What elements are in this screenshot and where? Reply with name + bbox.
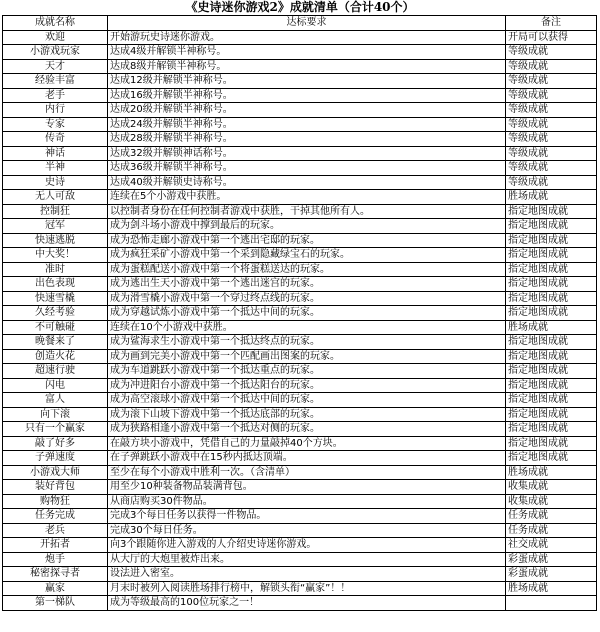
table-row: [3, 45, 597, 60]
table-row: [3, 436, 597, 451]
table-row: [3, 277, 597, 292]
achievement-name: 久经考验: [3, 306, 108, 321]
table-row: [3, 581, 597, 596]
achievement-requirement: 达成40级并解锁史诗称号。: [108, 175, 506, 190]
table-row: [3, 175, 597, 190]
achievement-name: 炮手: [3, 552, 108, 567]
achievement-requirement: 开始游玩史诗迷你游戏。: [108, 30, 506, 45]
achievement-name: 中大奖！: [3, 248, 108, 263]
achievement-name: 敲了好多: [3, 436, 108, 451]
achievement-name: 传奇: [3, 132, 108, 147]
achievement-name: 晚餐来了: [3, 335, 108, 350]
achievement-requirement: 成为等级最高的100位玩家之一！: [108, 596, 506, 611]
table-row: [3, 233, 597, 248]
achievement-note: 等级成就: [506, 117, 597, 132]
table-row: [3, 538, 597, 553]
achievement-name: 创造火花: [3, 349, 108, 364]
achievement-note: 收集成就: [506, 494, 597, 509]
achievement-name: 半神: [3, 161, 108, 176]
achievement-note: 指定地图成就: [506, 436, 597, 451]
achievement-requirement: 成为逃出生天小游戏中第一个逃出迷宫的玩家。: [108, 277, 506, 292]
table-row: [3, 204, 597, 219]
achievement-requirement: 以控制者身份在任何控制者游戏中获胜，干掉其他所有人。: [108, 204, 506, 219]
achievement-requirement: 成为剑斗场小游戏中撑到最后的玩家。: [108, 219, 506, 234]
table-row: [3, 30, 597, 45]
achievement-note: 指定地图成就: [506, 378, 597, 393]
achievement-note: 指定地图成就: [506, 335, 597, 350]
achievement-name: 控制狂: [3, 204, 108, 219]
achievement-note: 等级成就: [506, 45, 597, 60]
achievement-note: 等级成就: [506, 59, 597, 74]
header-note: 备注: [506, 16, 597, 31]
achievement-note: 指定地图成就: [506, 219, 597, 234]
achievement-name: 准时: [3, 262, 108, 277]
table-row: [3, 552, 597, 567]
achievement-requirement: 成为高空滚球小游戏中第一个抵达中间的玩家。: [108, 393, 506, 408]
header-name: 成就名称: [3, 16, 108, 31]
table-row: [3, 335, 597, 350]
achievement-requirement: 完成3个每日任务以获得一件物品。: [108, 509, 506, 524]
achievement-requirement: 设法进入密室。: [108, 567, 506, 582]
achievement-note: 胜场成就: [506, 320, 597, 335]
achievement-note: 胜场成就: [506, 581, 597, 596]
achievement-name: 快速雪橇: [3, 291, 108, 306]
achievement-requirement: 连续在5个小游戏中获胜。: [108, 190, 506, 205]
achievement-requirement: 向3个跟随你进入游戏的人介绍史诗迷你游戏。: [108, 538, 506, 553]
achievement-note: 指定地图成就: [506, 291, 597, 306]
achievement-note: 指定地图成就: [506, 204, 597, 219]
table-row: [3, 509, 597, 524]
page-title: 《史诗迷你游戏2》成就清单（合计40个）: [185, 0, 415, 14]
achievement-note: 指定地图成就: [506, 248, 597, 263]
achievement-name: 装好背包: [3, 480, 108, 495]
achievement-note: 等级成就: [506, 88, 597, 103]
achievement-requirement: 达成12级并解锁半神称号。: [108, 74, 506, 89]
achievement-requirement: 成为狭路相逢小游戏中第一个抵达对侧的玩家。: [108, 422, 506, 437]
achievement-requirement: 达成4级并解锁半神称号。: [108, 45, 506, 60]
achievement-name: 只有一个赢家: [3, 422, 108, 437]
achievement-name: 赢家: [3, 581, 108, 596]
achievement-requirement: 达成32级并解锁神话称号。: [108, 146, 506, 161]
achievement-requirement: 从大厅的大炮里被炸出来。: [108, 552, 506, 567]
table-row: [3, 523, 597, 538]
table-row: [3, 103, 597, 118]
achievement-requirement: 达成20级并解锁半神称号。: [108, 103, 506, 118]
achievement-name: 第一梯队: [3, 596, 108, 611]
table-row: [3, 219, 597, 234]
table-row: [3, 117, 597, 132]
achievement-note: 指定地图成就: [506, 277, 597, 292]
achievement-name: 老兵: [3, 523, 108, 538]
table-row: [3, 451, 597, 466]
achievement-note: 指定地图成就: [506, 306, 597, 321]
achievement-note: 等级成就: [506, 74, 597, 89]
achievement-name: 老手: [3, 88, 108, 103]
achievement-note: 等级成就: [506, 132, 597, 147]
achievement-requirement: 达成16级并解锁半神称号。: [108, 88, 506, 103]
table-row: [3, 393, 597, 408]
achievement-requirement: 完成30个每日任务。: [108, 523, 506, 538]
table-row: [3, 596, 597, 611]
table-header-row: [3, 16, 597, 31]
achievement-name: 小游戏大师: [3, 465, 108, 480]
achievement-note: [506, 596, 597, 611]
achievement-requirement: 至少在每个小游戏中胜利一次。（含清单）: [108, 465, 506, 480]
achievement-note: 指定地图成就: [506, 451, 597, 466]
achievement-requirement: 用至少10种装备物品装满背包。: [108, 480, 506, 495]
achievement-requirement: 连续在10个小游戏中获胜。: [108, 320, 506, 335]
table-row: [3, 161, 597, 176]
achievement-name: 闪电: [3, 378, 108, 393]
achievement-name: 天才: [3, 59, 108, 74]
achievement-requirement: 成为滚下山坡下游戏中第一个抵达底部的玩家。: [108, 407, 506, 422]
achievement-requirement: 成为恐怖走廊小游戏中第一个逃出宅邸的玩家。: [108, 233, 506, 248]
achievement-name: 秘密探寻者: [3, 567, 108, 582]
achievement-note: 指定地图成就: [506, 349, 597, 364]
table-row: [3, 378, 597, 393]
achievement-name: 专家: [3, 117, 108, 132]
achievement-requirement: 达成24级并解锁半神称号。: [108, 117, 506, 132]
achievement-note: 任务成就: [506, 509, 597, 524]
table-row: [3, 480, 597, 495]
achievement-note: 任务成就: [506, 523, 597, 538]
achievement-note: 开局可以获得: [506, 30, 597, 45]
achievement-name: 冠军: [3, 219, 108, 234]
table-row: [3, 306, 597, 321]
table-row: [3, 320, 597, 335]
achievement-requirement: 成为车道跳跃小游戏中第一个抵达重点的玩家。: [108, 364, 506, 379]
achievement-note: 胜场成就: [506, 465, 597, 480]
table-row: [3, 262, 597, 277]
achievement-name: 无人可敌: [3, 190, 108, 205]
table-row: [3, 132, 597, 147]
achievement-name: 小游戏玩家: [3, 45, 108, 60]
achievement-name: 开拓者: [3, 538, 108, 553]
achievement-name: 内行: [3, 103, 108, 118]
achievement-note: 胜场成就: [506, 190, 597, 205]
achievement-requirement: 成为穿越试炼小游戏中第一个抵达中间的玩家。: [108, 306, 506, 321]
achievement-name: 神话: [3, 146, 108, 161]
header-requirement: 达标要求: [108, 16, 506, 31]
achievement-name: 经验丰富: [3, 74, 108, 89]
achievement-name: 史诗: [3, 175, 108, 190]
achievement-note: 指定地图成就: [506, 407, 597, 422]
achievement-note: 彩蛋成就: [506, 552, 597, 567]
achievement-note: 收集成就: [506, 480, 597, 495]
table-row: [3, 146, 597, 161]
achievement-name: 向下滚: [3, 407, 108, 422]
table-row: [3, 567, 597, 582]
achievement-note: 指定地图成就: [506, 393, 597, 408]
table-row: [3, 74, 597, 89]
achievement-requirement: 在子弹跳跃小游戏中在15秒内抵达顶端。: [108, 451, 506, 466]
table-row: [3, 349, 597, 364]
achievement-note: 社交成就: [506, 538, 597, 553]
achievement-requirement: 成为冲进阳台小游戏中第一个抵达阳台的玩家。: [108, 378, 506, 393]
achievement-note: 等级成就: [506, 161, 597, 176]
achievement-requirement: 成为疯狂采矿小游戏中第一个采到隐藏绿宝石的玩家。: [108, 248, 506, 263]
achievement-note: 等级成就: [506, 175, 597, 190]
achievement-requirement: 成为鲨海求生小游戏中第一个抵达终点的玩家。: [108, 335, 506, 350]
achievement-name: 购物狂: [3, 494, 108, 509]
achievement-name: 富人: [3, 393, 108, 408]
achievement-requirement: 月末时被列入阅读胜场排行榜中，解锁头衔“赢家”！！: [108, 581, 506, 596]
achievement-requirement: 成为蛋糕配送小游戏中第一个将蛋糕送达的玩家。: [108, 262, 506, 277]
achievement-requirement: 从商店购买30件物品。: [108, 494, 506, 509]
achievement-note: 指定地图成就: [506, 364, 597, 379]
table-row: [3, 59, 597, 74]
achievement-note: 彩蛋成就: [506, 567, 597, 582]
achievement-name: 超速行驶: [3, 364, 108, 379]
achievement-requirement: 成为画到完美小游戏中第一个匹配画出图案的玩家。: [108, 349, 506, 364]
achievement-name: 任务完成: [3, 509, 108, 524]
achievement-note: 指定地图成就: [506, 233, 597, 248]
table-row: [3, 88, 597, 103]
table-row: [3, 364, 597, 379]
achievement-note: 指定地图成就: [506, 262, 597, 277]
achievement-name: 不可触碰: [3, 320, 108, 335]
achievement-note: 指定地图成就: [506, 422, 597, 437]
table-row: [3, 465, 597, 480]
achievement-requirement: 达成36级并解锁半神称号。: [108, 161, 506, 176]
achievement-name: 快速逃脱: [3, 233, 108, 248]
achievement-name: 欢迎: [3, 30, 108, 45]
achievement-requirement: 成为滑雪橇小游戏中第一个穿过终点线的玩家。: [108, 291, 506, 306]
achievement-table: [2, 15, 597, 611]
achievement-name: 子弹速度: [3, 451, 108, 466]
achievement-note: 等级成就: [506, 103, 597, 118]
table-row: [3, 248, 597, 263]
achievement-requirement: 达成8级并解锁半神称号。: [108, 59, 506, 74]
table-row: [3, 422, 597, 437]
table-row: [3, 494, 597, 509]
table-row: [3, 407, 597, 422]
achievement-requirement: 达成28级并解锁半神称号。: [108, 132, 506, 147]
achievement-note: 等级成就: [506, 146, 597, 161]
achievement-name: 出色表现: [3, 277, 108, 292]
achievement-requirement: 在敲方块小游戏中，凭借自己的力量敲掉40个方块。: [108, 436, 506, 451]
table-row: [3, 190, 597, 205]
table-row: [3, 291, 597, 306]
